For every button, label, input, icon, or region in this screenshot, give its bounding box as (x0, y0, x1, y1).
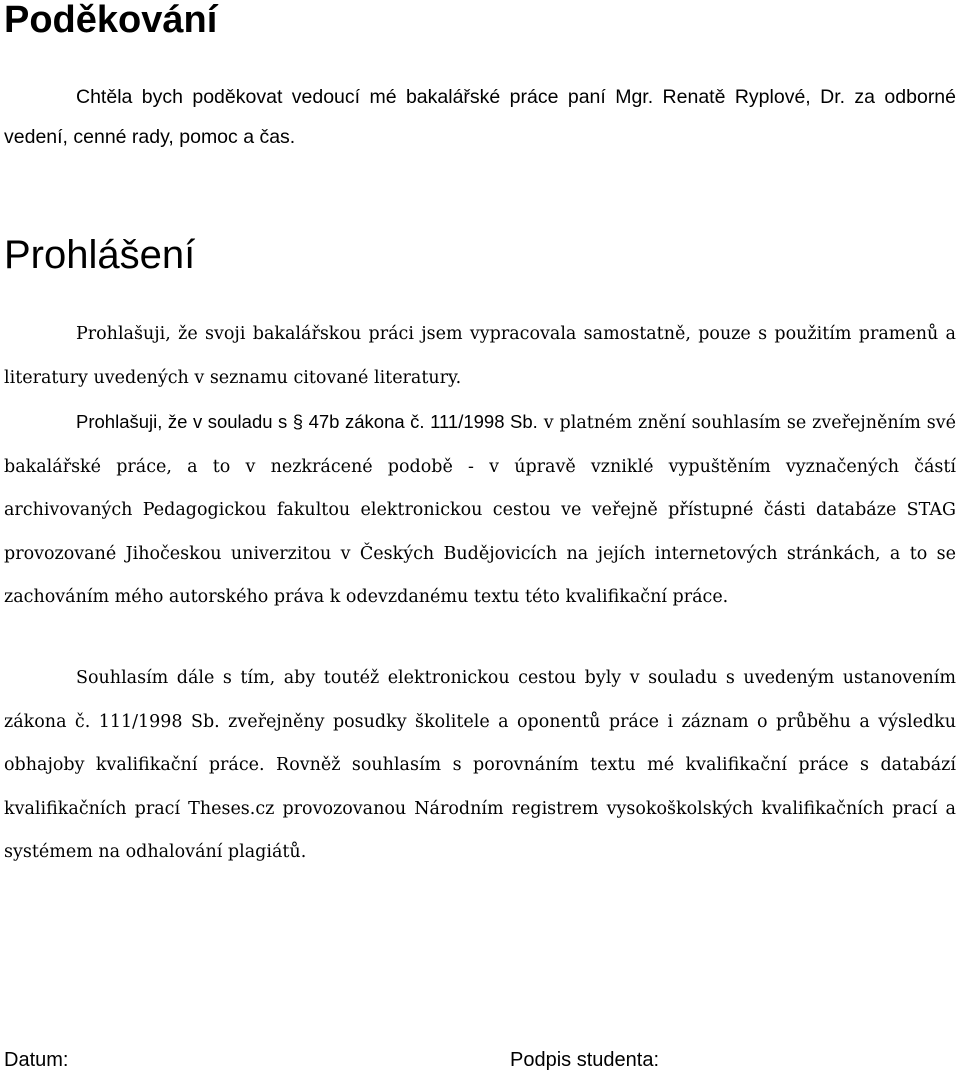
acknowledgement-heading: Poděkování (4, 0, 218, 41)
declaration-paragraph-2-lead: Prohlašuji, že v souladu s § 47b zákona č. 111/1998 Sb. (76, 411, 538, 432)
declaration-paragraph-1: Prohlašuji, že svoji bakalářskou práci jsem vypracovala samostatně, pouze s použitím pramenů a literatury uvedených v seznamu citované literatury. (4, 324, 956, 388)
declaration-paragraph-2-rest: v platném znění souhlasím se zveřejněním své bakalářské práce, a to v nezkrácené podobě - v úpravě vzniklé vypuštěním vyznačených částí archivovaných Pedagogickou fakultou elektronickou cestou ve veřejně přístupné části databáze STAG provozované Jihočeskou univerzitou v Českých Budějovicích na jejích internetových stránkách, a to se zachováním mého autorského práva k odevzdanému textu této kvalifikační práce. (4, 413, 956, 607)
declaration-paragraph-3: Souhlasím dále s tím, aby toutéž elektronickou cestou byly v souladu s uvedeným ustanovením zákona č. 111/1998 Sb. zveřejněny posudky školitele a oponentů práce i záznam o průběhu a výsledku obhajoby kvalifikační práce. Rovněž souhlasím s porovnáním textu mé kvalifikační práce s databází kvalifikačních prací Theses.cz provozovanou Národním registrem vysokoškolských kvalifikačních prací a systémem na odhalování plagiátů. (4, 668, 956, 862)
declaration-heading: Prohlášení (4, 233, 196, 277)
signature-student-label: Podpis studenta: (510, 1049, 659, 1071)
signature-date-label: Datum: (4, 1049, 69, 1071)
acknowledgement-text: Chtěla bych poděkovat vedoucí mé bakalářské práce paní Mgr. Renatě Ryplové, Dr. za odborné vedení, cenné rady, pomoc a čas. (4, 86, 956, 148)
declaration-paragraph-2 (4, 400, 956, 620)
